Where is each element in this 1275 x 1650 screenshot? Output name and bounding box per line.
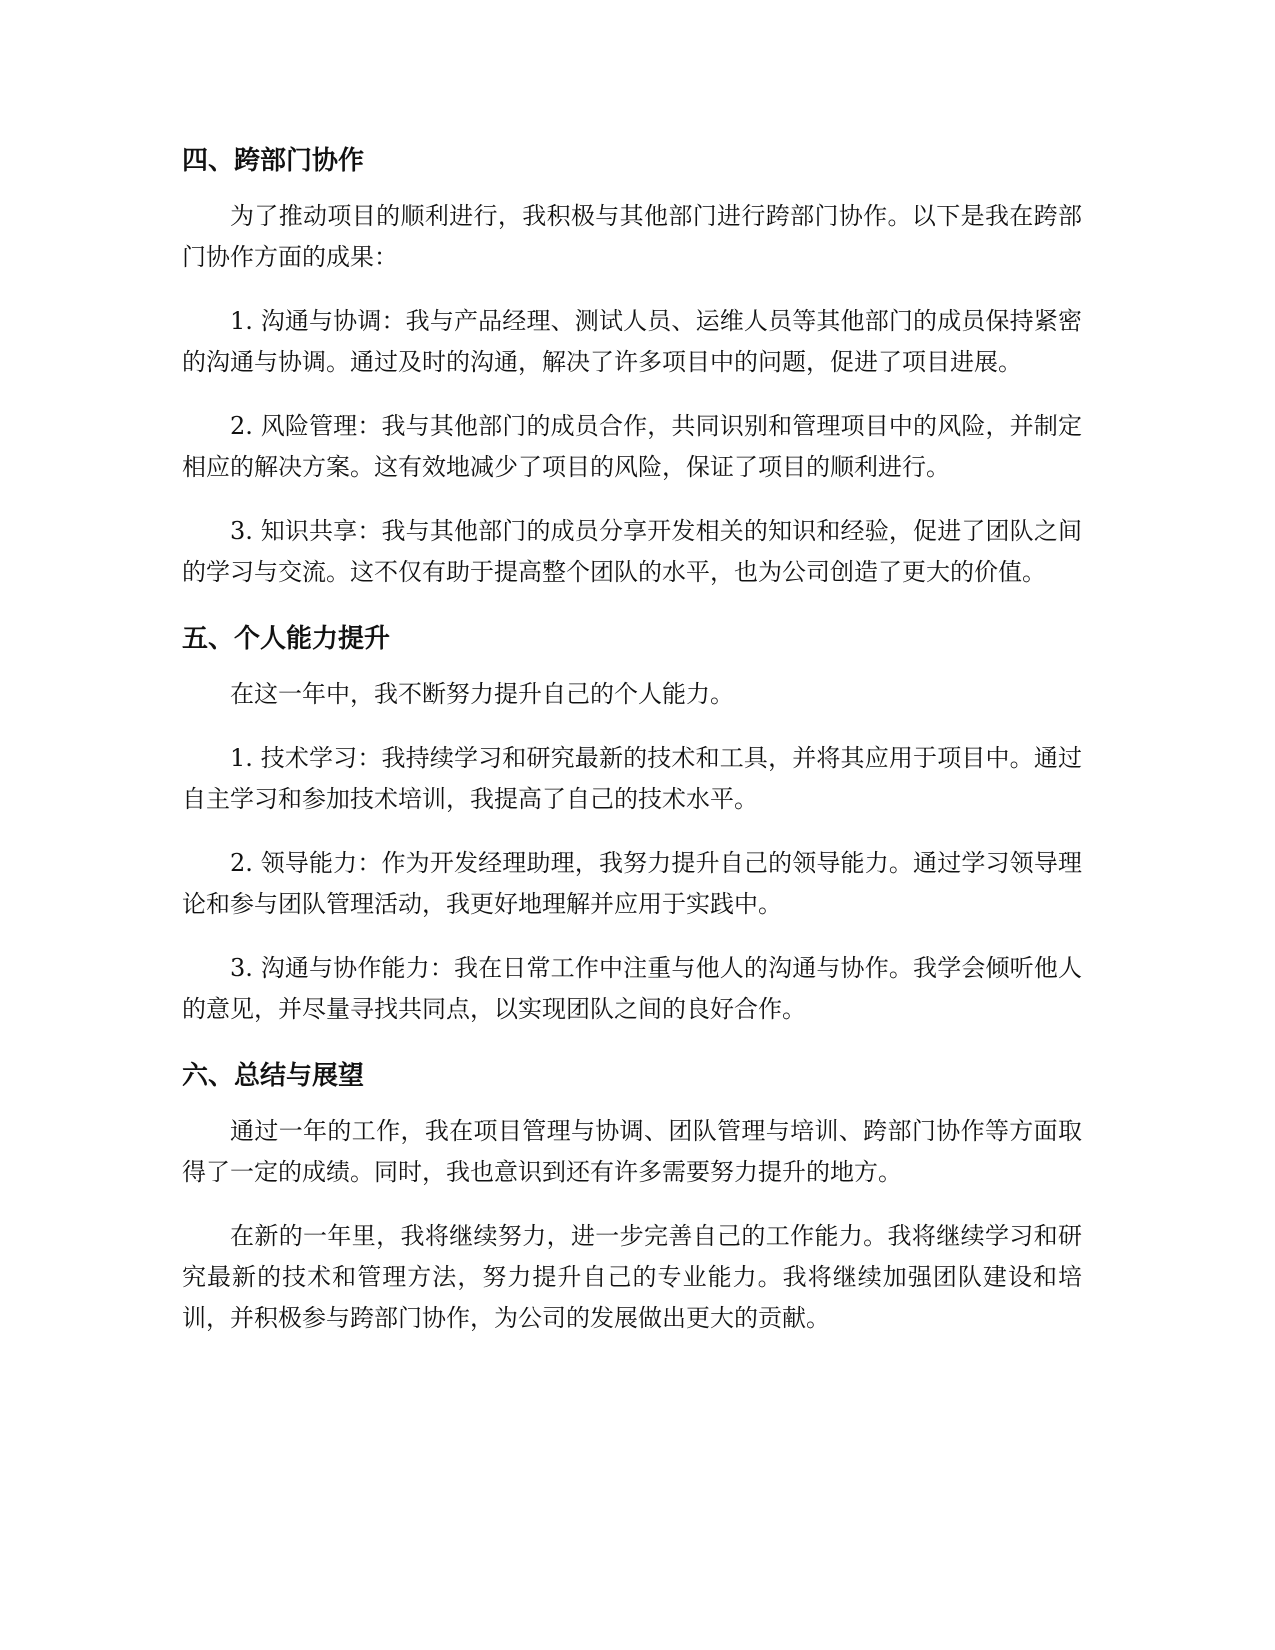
- paragraph: 为了推动项目的顺利进行，我积极与其他部门进行跨部门协作。以下是我在跨部门协作方面的成果：: [182, 202, 1082, 271]
- paragraph: 通过一年的工作，我在项目管理与协调、团队管理与培训、跨部门协作等方面取得了一定的成绩。同时，我也意识到还有许多需要努力提升的地方。: [182, 1117, 1082, 1186]
- document-body: [182, 138, 1082, 1362]
- paragraph: 3. 沟通与协作能力：我在日常工作中注重与他人的沟通与协作。我学会倾听他人的意见，并尽量寻找共同点，以实现团队之间的良好合作。: [182, 954, 1082, 1023]
- paragraph: 1. 沟通与协调：我与产品经理、测试人员、运维人员等其他部门的成员保持紧密的沟通与协调。通过及时的沟通，解决了许多项目中的问题，促进了项目进展。: [182, 307, 1082, 376]
- paragraph: 2. 领导能力：作为开发经理助理，我努力提升自己的领导能力。通过学习领导理论和参与团队管理活动，我更好地理解并应用于实践中。: [182, 849, 1082, 918]
- section-heading: 四、跨部门协作: [182, 146, 365, 176]
- section-heading: 六、总结与展望: [182, 1061, 365, 1091]
- section-summary-and-outlook: [182, 1053, 1082, 1339]
- paragraph: 1. 技术学习：我持续学习和研究最新的技术和工具，并将其应用于项目中。通过自主学习和参加技术培训，我提高了自己的技术水平。: [182, 744, 1082, 813]
- paragraph: 在这一年中，我不断努力提升自己的个人能力。: [230, 680, 734, 708]
- section-personal-ability-improvement: [182, 616, 1082, 1030]
- paragraph: 在新的一年里，我将继续努力，进一步完善自己的工作能力。我将继续学习和研究最新的技术和管理方法，努力提升自己的专业能力。我将继续加强团队建设和培训，并积极参与跨部门协作，为公司的发展做出更大的贡献。: [182, 1222, 1082, 1332]
- paragraph: 3. 知识共享：我与其他部门的成员分享开发相关的知识和经验，促进了团队之间的学习与交流。这不仅有助于提高整个团队的水平，也为公司创造了更大的价值。: [182, 517, 1082, 586]
- section-heading: 五、个人能力提升: [182, 624, 391, 654]
- paragraph: 2. 风险管理：我与其他部门的成员合作，共同识别和管理项目中的风险，并制定相应的解决方案。这有效地减少了项目的风险，保证了项目的顺利进行。: [182, 412, 1082, 481]
- section-cross-department-collaboration: [182, 138, 1082, 593]
